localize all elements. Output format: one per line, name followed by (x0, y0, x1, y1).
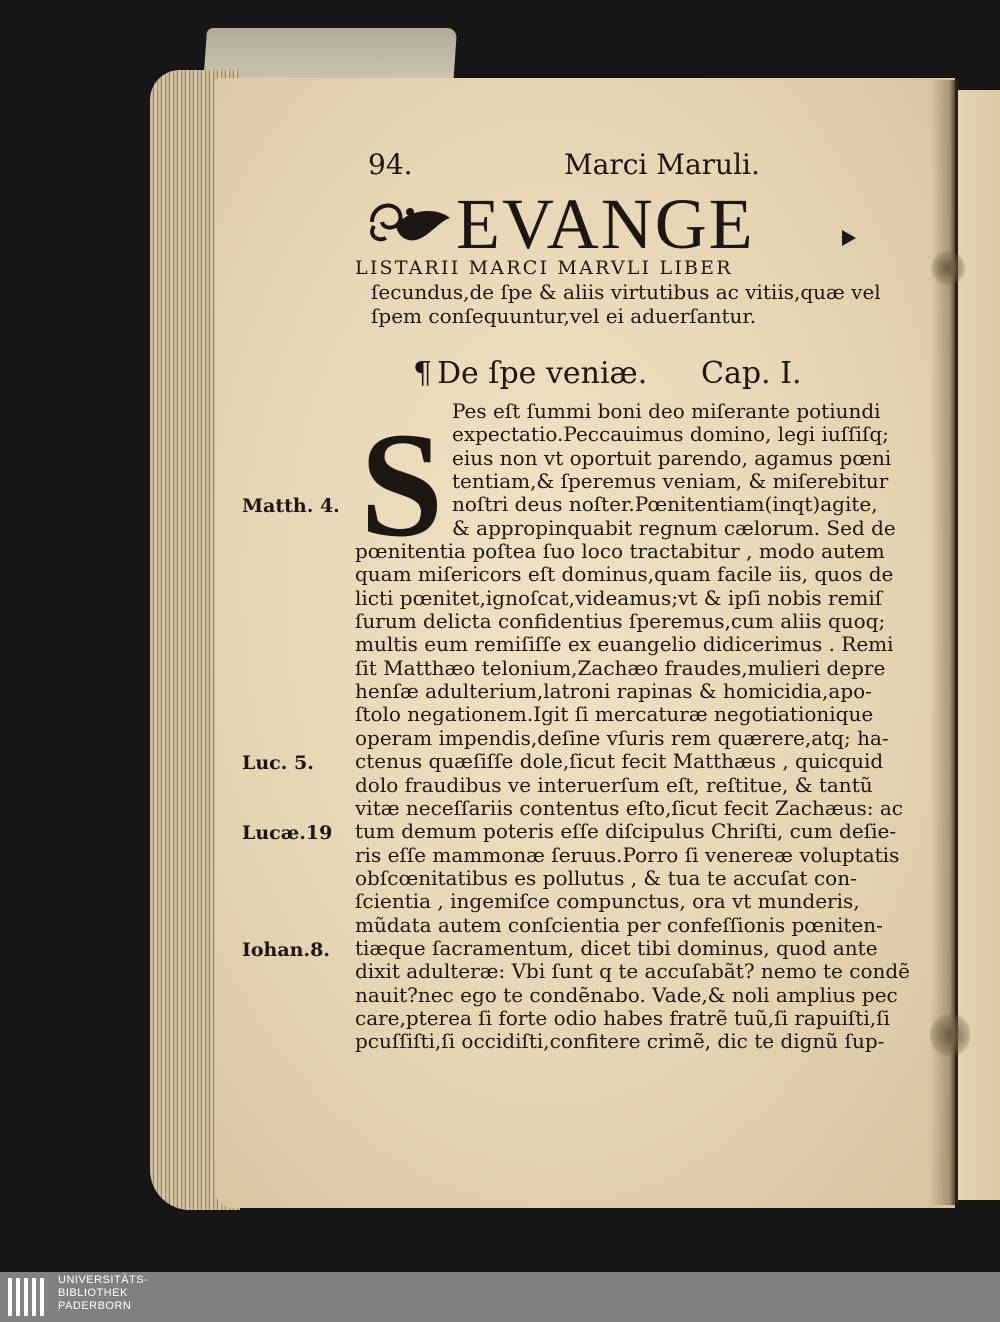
text-line: ſurum delicta confidentius ſperemus,cum aliis quoq; (355, 609, 886, 634)
text-line: ris eſſe mammonæ ſeruus.Porro ſi venereæ voluptatis (355, 842, 900, 867)
title-end-ornament-icon (842, 230, 856, 246)
fleuron-ornament-icon (366, 192, 454, 248)
text-line: expectatio.Peccauimus domino, legi iuſſiſq; (452, 422, 889, 447)
text-line: licti pœnitet,ignoſcat,videamus;vt & ipſi nobis remiſ (355, 585, 883, 610)
book-subtitle (355, 256, 881, 328)
pilcrow-icon: ¶ (413, 356, 433, 391)
text-line: multis eum remiſiſſe ex euangelio didicerimus . Remi (355, 632, 894, 657)
text-line: nauit?nec ego te condẽnabo. Vade,& noli amplius pec (355, 982, 898, 1007)
marginal-note: Iohan.8. (242, 939, 330, 962)
text-line: tentiam,& ſperemus veniam, & miſerebitur (452, 469, 889, 494)
text-line: obſcœnitatibus es pollutus , & tua te accuſat con- (355, 865, 857, 890)
text-line: mũdata autem conſcientia per confeſſionis pœniten- (355, 912, 883, 937)
chapter-title: De ſpe veniæ. (437, 356, 648, 391)
book-title-large: EVANGE (456, 184, 755, 264)
text-line: quam miſericors eſt dominus,quam facile iis, quos de (355, 562, 894, 587)
text-line: ſtolo negationem.Igit ſi mercaturæ negotiationique (355, 702, 874, 727)
text-line: vitæ neceſſariis contentus eſto,ſicut fecit Zachæus: ac (355, 795, 904, 820)
text-line: ſcientia , ingemiſce compunctus, ora vt munderis, (355, 889, 860, 914)
text-line: tum demum poteris eſſe diſcipulus Chriſti, cum deſie- (355, 819, 897, 844)
drop-cap: S (360, 402, 444, 568)
text-line: tiæque ſacramentum, dicet tibi dominus, quod ante (355, 935, 878, 960)
subtitle-line: LISTARII MARCI MARVLI LIBER (355, 257, 733, 279)
text-line: ctenus quæſiſſe dole,ſicut fecit Matthæus , quicquid (355, 749, 884, 774)
text-line: eius non vt oportuit parendo, agamus pœni (452, 445, 892, 470)
page-number: 94. (368, 148, 413, 181)
library-name-line: PADERBORN (58, 1300, 132, 1312)
library-name (58, 1274, 148, 1313)
library-name-line: BIBLIOTHEK (58, 1287, 128, 1299)
text-line: care,pterea ſi forte odio habes fratrẽ tuũ,ſi rapuiſti,ſi (355, 1005, 890, 1030)
library-footer (0, 1272, 1000, 1322)
library-logo-icon (6, 1276, 50, 1318)
text-line: pcuſſiſti,ſi occidiſti,confitere crimẽ, dic te dignũ ſup- (355, 1029, 885, 1054)
body-text (355, 399, 910, 1054)
running-head-author: Marci Maruli. (564, 148, 760, 181)
text-line: Pes eſt ſummi boni deo miſerante potiundi (452, 399, 881, 423)
text-line: henſæ adulterium,latroni rapinas & homicidia,apo- (355, 679, 872, 704)
marginal-note: Matth. 4. (242, 495, 340, 518)
marginal-note: Luc. 5. (242, 752, 314, 775)
text-line: dolo fraudibus ve interuerſum eſt, reſtitue, & tantũ (355, 772, 873, 797)
text-line: ſit Matthæo telonium,Zachæo fraudes,mulieri depre (355, 655, 886, 680)
marginal-note: Lucæ.19 (242, 822, 333, 845)
text-line: noſtri deus noſter.Pœnitentiam(inqt)agite, (452, 492, 878, 517)
text-line: & appropinquabit regnum cælorum. Sed de (452, 515, 896, 540)
subtitle-line: ſpem conſequuntur,vel ei aduerſantur. (371, 304, 757, 328)
text-line: operam impendis,deſine vſuris rem quærere,atq; ha- (355, 725, 889, 750)
text-line: dixit adulteræ: Vbi ſunt q te accuſabãt? nemo te condẽ (355, 959, 910, 984)
chapter-number: Cap. I. (701, 356, 802, 391)
text-line: pœnitentia poſtea ſuo loco tractabitur , modo autem (355, 539, 885, 564)
subtitle-line: ſecundus,de ſpe & aliis virtutibus ac vitiis,quæ vel (371, 280, 881, 304)
library-name-line: UNIVERSITÄTS- (58, 1274, 149, 1286)
